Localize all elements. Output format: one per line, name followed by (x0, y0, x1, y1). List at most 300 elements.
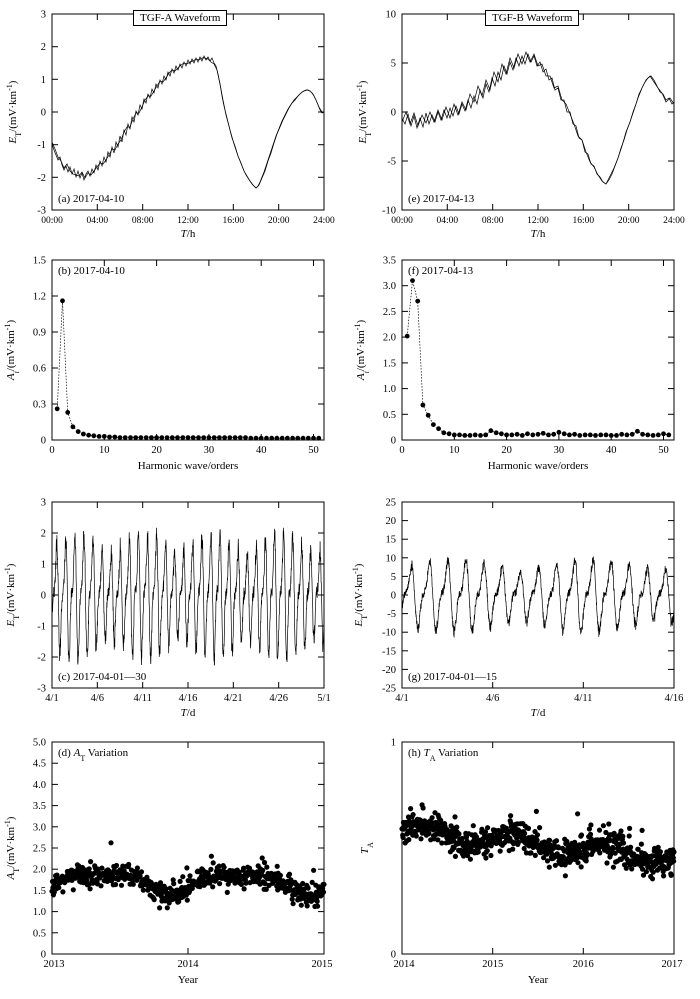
waveform-e (402, 54, 674, 184)
ytick-e-0: -10 (382, 205, 396, 217)
panel-tag-a: (a) 2017-04-10 (58, 193, 125, 205)
data-point (65, 410, 70, 415)
data-point (471, 823, 476, 828)
data-point (489, 428, 494, 433)
panel-tag-f: (f) 2017-04-13 (408, 265, 474, 277)
data-point (108, 840, 113, 845)
ytick-e-2: 0 (390, 107, 396, 119)
xtick-f-0: 0 (399, 445, 405, 456)
ytick-g-4: -5 (387, 609, 396, 621)
data-point (315, 904, 320, 909)
ytick-g-3: -10 (382, 627, 396, 639)
data-point (316, 436, 321, 441)
data-point (113, 882, 118, 887)
data-point (311, 868, 316, 873)
data-point (426, 413, 431, 418)
data-point (418, 836, 423, 841)
xtick-b-3: 30 (203, 445, 215, 456)
xtick-b-0: 0 (49, 445, 55, 456)
xtick-h-2: 2016 (572, 959, 594, 970)
data-point (575, 811, 580, 816)
data-point (98, 883, 103, 888)
waveform-c (52, 528, 324, 666)
data-point (207, 435, 212, 440)
data-point (488, 853, 493, 858)
data-point (165, 905, 170, 910)
title-box-right: TGF-B Waveform (485, 10, 579, 26)
data-point (430, 815, 435, 820)
ytick-d-3: 1.5 (32, 885, 46, 897)
data-point (165, 435, 170, 440)
data-point (650, 876, 655, 881)
xtick-d-2: 2015 (311, 959, 333, 970)
panel-e (350, 0, 700, 248)
xtick-c-1: 4/6 (90, 693, 105, 704)
panel-tag-d: (d) $A_T$ Variation (58, 747, 129, 763)
ytick-g-7: 10 (385, 553, 396, 565)
data-point (149, 435, 154, 440)
ylabel-d: $A_T/(mV\cdot km^{-1})$ (2, 816, 21, 880)
data-point (196, 435, 201, 440)
data-point (295, 436, 300, 441)
ytick-d-5: 2.5 (32, 843, 46, 855)
scatter-h-points (399, 802, 676, 881)
data-point (260, 868, 265, 873)
data-point (99, 866, 104, 871)
ylabel-a: $E_T/(mV\cdot km^{-1})$ (4, 80, 23, 144)
data-point (406, 837, 411, 842)
xtick-f-2: 20 (501, 445, 512, 456)
ytick-e-4: 10 (385, 9, 396, 21)
ytick-g-9: 20 (385, 516, 396, 528)
ytick-g-5: 0 (390, 590, 396, 602)
xtick-d-1: 2014 (177, 959, 199, 970)
data-point (645, 433, 650, 438)
data-point (126, 862, 131, 867)
xtick-a-6: 24:00 (313, 216, 335, 226)
data-point (123, 435, 128, 440)
data-point (291, 901, 296, 906)
data-point (533, 853, 538, 858)
data-point (187, 873, 192, 878)
data-point (485, 848, 490, 853)
xlabel-c: T/d (180, 707, 196, 719)
data-point (114, 863, 119, 868)
data-point (208, 867, 213, 872)
data-point (212, 435, 217, 440)
data-point (619, 432, 624, 437)
waveform-a-noise (52, 58, 324, 188)
xlabel-g: T/d (530, 707, 546, 719)
data-point (415, 299, 420, 304)
ytick-b-3: 0.9 (32, 327, 46, 339)
data-point (141, 888, 146, 893)
ytick-b-0: 0 (40, 435, 46, 447)
data-point (411, 812, 416, 817)
data-point (259, 436, 264, 441)
data-point (87, 866, 92, 871)
data-point (635, 429, 640, 434)
xtick-e-0: 00:00 (391, 216, 413, 226)
ytick-c-2: -1 (37, 621, 46, 633)
ytick-f-1: 0.5 (382, 409, 396, 421)
ylabel-c: $E_T/(mV\cdot km^{-1})$ (2, 563, 21, 627)
data-point (154, 435, 159, 440)
data-point (515, 432, 520, 437)
data-point (217, 435, 222, 440)
xtick-a-3: 12:00 (177, 216, 199, 226)
data-point (410, 278, 415, 283)
panel-f (350, 248, 700, 488)
data-point (452, 433, 457, 438)
data-point (620, 834, 625, 839)
data-point (91, 433, 96, 438)
xlabel-b: Harmonic wave/orders (137, 460, 239, 472)
data-point (627, 833, 632, 838)
data-point (186, 435, 191, 440)
panel-tag-b: (b) 2017-04-10 (58, 265, 125, 277)
data-point (583, 433, 588, 438)
ytick-f-0: 0 (390, 435, 396, 447)
data-point (107, 435, 112, 440)
data-point (128, 435, 133, 440)
xtick-e-2: 08:00 (481, 216, 504, 226)
data-point (579, 832, 584, 837)
data-point (321, 882, 326, 887)
ytick-f-7: 3.5 (382, 255, 396, 267)
data-point (611, 865, 616, 870)
panel-tag-e: (e) 2017-04-13 (408, 193, 475, 205)
ylabel-h: $T_A$ (359, 842, 375, 854)
data-point (222, 435, 227, 440)
data-point (290, 436, 295, 441)
ytick-a-5: 2 (40, 42, 46, 54)
ytick-a-3: 0 (40, 107, 46, 119)
panel-d (0, 730, 350, 999)
ytick-h-1: 1 (390, 737, 396, 749)
data-point (483, 433, 488, 438)
ytick-g-0: -25 (382, 683, 396, 695)
data-point (536, 432, 541, 437)
data-point (447, 431, 452, 436)
data-point (588, 832, 593, 837)
waveform-e-noise (402, 52, 674, 184)
data-point (628, 845, 633, 850)
ytick-d-9: 4.5 (32, 758, 46, 770)
ytick-e-3: 5 (390, 58, 396, 70)
data-point (644, 869, 649, 874)
data-point (499, 431, 504, 436)
data-point (557, 430, 562, 435)
data-point (666, 433, 671, 438)
data-point (242, 886, 247, 891)
ytick-a-6: 3 (40, 9, 46, 21)
data-point (157, 905, 162, 910)
data-point (658, 849, 663, 854)
xlabel-h: Year (527, 974, 549, 986)
xtick-e-1: 04:00 (436, 216, 459, 226)
ytick-g-2: -15 (382, 646, 396, 658)
data-point (191, 435, 196, 440)
data-point (476, 849, 481, 854)
data-point (280, 436, 285, 441)
data-point (408, 806, 413, 811)
data-point (562, 431, 567, 436)
data-point (541, 431, 546, 436)
data-point (275, 864, 280, 869)
data-point (462, 433, 467, 438)
ylabel-b: $A_i/(mV\cdot km^{-1})$ (2, 319, 21, 381)
data-point (468, 857, 473, 862)
data-point (436, 426, 441, 431)
data-point (629, 866, 634, 871)
data-point (614, 433, 619, 438)
data-point (88, 886, 93, 891)
xtick-c-5: 4/26 (269, 693, 289, 704)
data-point (522, 831, 527, 836)
data-point (537, 825, 542, 830)
data-point (260, 855, 265, 860)
ylabel-f: $A_i/(mV\cdot km^{-1})$ (352, 319, 371, 381)
data-point (508, 813, 513, 818)
ytick-g-6: 5 (390, 571, 396, 583)
data-point (575, 860, 580, 865)
data-point (426, 831, 431, 836)
xtick-f-4: 40 (605, 445, 617, 456)
ytick-a-0: -3 (37, 205, 46, 217)
data-point (139, 869, 144, 874)
data-point (604, 860, 609, 865)
data-point (671, 859, 676, 864)
xlabel-f: Harmonic wave/orders (487, 460, 589, 472)
waveform-a (52, 56, 324, 188)
data-point (526, 826, 531, 831)
data-point (201, 435, 206, 440)
data-point (131, 882, 136, 887)
xtick-h-1: 2015 (482, 959, 504, 970)
data-point (509, 433, 514, 438)
xtick-f-3: 30 (553, 445, 565, 456)
ytick-h-0: 0 (390, 949, 396, 961)
ytick-d-7: 3.5 (32, 801, 46, 813)
ytick-f-3: 1.5 (382, 358, 396, 370)
xlabel-e: T/h (530, 228, 546, 240)
data-point (285, 436, 290, 441)
data-point (525, 431, 530, 436)
data-point (139, 435, 144, 440)
data-point (421, 403, 426, 408)
ytick-g-1: -20 (382, 664, 396, 676)
xtick-e-6: 24:00 (663, 216, 685, 226)
xtick-e-4: 16:00 (572, 216, 595, 226)
data-point (579, 864, 584, 869)
ytick-a-4: 1 (40, 74, 46, 86)
data-point (547, 838, 552, 843)
data-point (306, 886, 311, 891)
data-point (185, 898, 190, 903)
data-point (287, 872, 292, 877)
data-point (618, 828, 623, 833)
ytick-c-6: 3 (40, 497, 46, 509)
ytick-c-5: 2 (40, 528, 46, 540)
panel-tag-c: (c) 2017-04-01—30 (58, 671, 147, 683)
data-point (639, 842, 644, 847)
data-point (306, 436, 311, 441)
xtick-c-3: 4/16 (178, 693, 198, 704)
xtick-c-6: 5/1 (317, 693, 331, 704)
data-point (516, 840, 521, 845)
ytick-f-6: 3.0 (382, 281, 396, 293)
data-point (520, 433, 525, 438)
data-point (551, 432, 556, 437)
ytick-c-4: 1 (40, 559, 46, 571)
data-point (630, 432, 635, 437)
data-point (510, 847, 515, 852)
data-point (135, 865, 140, 870)
ytick-c-3: 0 (40, 590, 46, 602)
ytick-a-2: -1 (37, 140, 46, 152)
panel-h (350, 730, 700, 999)
data-point (211, 860, 216, 865)
data-point (598, 433, 603, 438)
xtick-a-4: 16:00 (222, 216, 245, 226)
data-point (522, 846, 527, 851)
ytick-b-1: 0.3 (32, 399, 46, 411)
data-point (76, 429, 81, 434)
ytick-f-4: 2.0 (382, 332, 396, 344)
data-point (604, 433, 609, 438)
data-point (609, 433, 614, 438)
xtick-a-2: 08:00 (131, 216, 154, 226)
data-point (321, 890, 326, 895)
data-point (210, 884, 215, 889)
data-point (473, 433, 478, 438)
data-point (535, 832, 540, 837)
data-point (454, 825, 459, 830)
panel-tag-h: (h) $T_A$ Variation (408, 747, 479, 763)
xtick-b-1: 10 (99, 445, 110, 456)
data-point (671, 849, 676, 854)
ytick-c-1: -2 (37, 652, 46, 664)
xtick-g-1: 4/6 (485, 693, 500, 704)
series-b-harmonics (55, 298, 321, 440)
data-point (661, 431, 666, 436)
scatter-d-points (49, 840, 326, 910)
data-point (184, 865, 189, 870)
data-point (170, 435, 175, 440)
data-point (315, 899, 320, 904)
panel-a (0, 0, 350, 248)
data-point (243, 435, 248, 440)
data-point (498, 849, 503, 854)
data-point (88, 859, 93, 864)
ytick-d-2: 1.0 (32, 907, 46, 919)
data-point (239, 882, 244, 887)
data-point (588, 433, 593, 438)
panel-b (0, 248, 350, 488)
data-point (606, 821, 611, 826)
xtick-e-3: 12:00 (527, 216, 549, 226)
data-point (60, 889, 65, 894)
data-point (301, 436, 306, 441)
data-point (71, 424, 76, 429)
data-point (97, 434, 102, 439)
data-point (656, 433, 661, 438)
data-point (275, 436, 280, 441)
xtick-g-0: 4/1 (395, 693, 409, 704)
data-point (534, 809, 539, 814)
ylabel-g: $E_T/(mV\cdot km^{-1})$ (350, 563, 369, 627)
data-point (118, 435, 123, 440)
data-point (311, 436, 316, 441)
data-point (71, 887, 76, 892)
data-point (159, 435, 164, 440)
ytick-b-5: 1.5 (32, 255, 46, 267)
data-point (254, 436, 259, 441)
data-point (269, 436, 274, 441)
panel-c (0, 488, 350, 730)
data-point (651, 433, 656, 438)
data-point (621, 840, 626, 845)
xtick-c-2: 4/11 (133, 693, 152, 704)
data-point (601, 823, 606, 828)
panel-tag-g: (g) 2017-04-01—15 (408, 671, 497, 683)
data-point (86, 433, 91, 438)
data-point (264, 865, 269, 870)
xtick-a-0: 00:00 (41, 216, 63, 226)
xlabel-a: T/h (180, 228, 196, 240)
data-point (431, 422, 436, 427)
data-point (227, 435, 232, 440)
data-point (457, 433, 462, 438)
xtick-g-3: 4/16 (664, 693, 684, 704)
data-point (233, 435, 238, 440)
data-point (485, 825, 490, 830)
data-point (627, 826, 632, 831)
title-box-left: TGF-A Waveform (133, 10, 227, 26)
data-point (504, 433, 509, 438)
ytick-c-0: -3 (37, 683, 46, 695)
data-point (180, 435, 185, 440)
data-point (180, 874, 185, 879)
data-point (238, 435, 243, 440)
data-point (478, 433, 483, 438)
data-point (535, 838, 540, 843)
ytick-d-10: 5.0 (32, 737, 46, 749)
waveform-g (402, 557, 674, 638)
xtick-f-5: 50 (658, 445, 669, 456)
data-point (441, 430, 446, 435)
data-point (133, 435, 138, 440)
data-point (593, 433, 598, 438)
ytick-g-10: 25 (385, 497, 396, 509)
xtick-b-4: 40 (255, 445, 267, 456)
series-f-harmonics (405, 278, 671, 438)
data-point (456, 831, 461, 836)
xtick-a-1: 04:00 (86, 216, 109, 226)
xtick-d-0: 2013 (43, 959, 65, 970)
data-point (405, 334, 410, 339)
ytick-d-4: 2.0 (32, 864, 46, 876)
data-point (60, 298, 65, 303)
data-point (611, 846, 616, 851)
data-point (468, 433, 473, 438)
ytick-d-0: 0 (40, 949, 46, 961)
data-point (262, 860, 267, 865)
xtick-b-5: 50 (308, 445, 319, 456)
data-point (102, 434, 107, 439)
ytick-g-8: 15 (385, 534, 396, 546)
